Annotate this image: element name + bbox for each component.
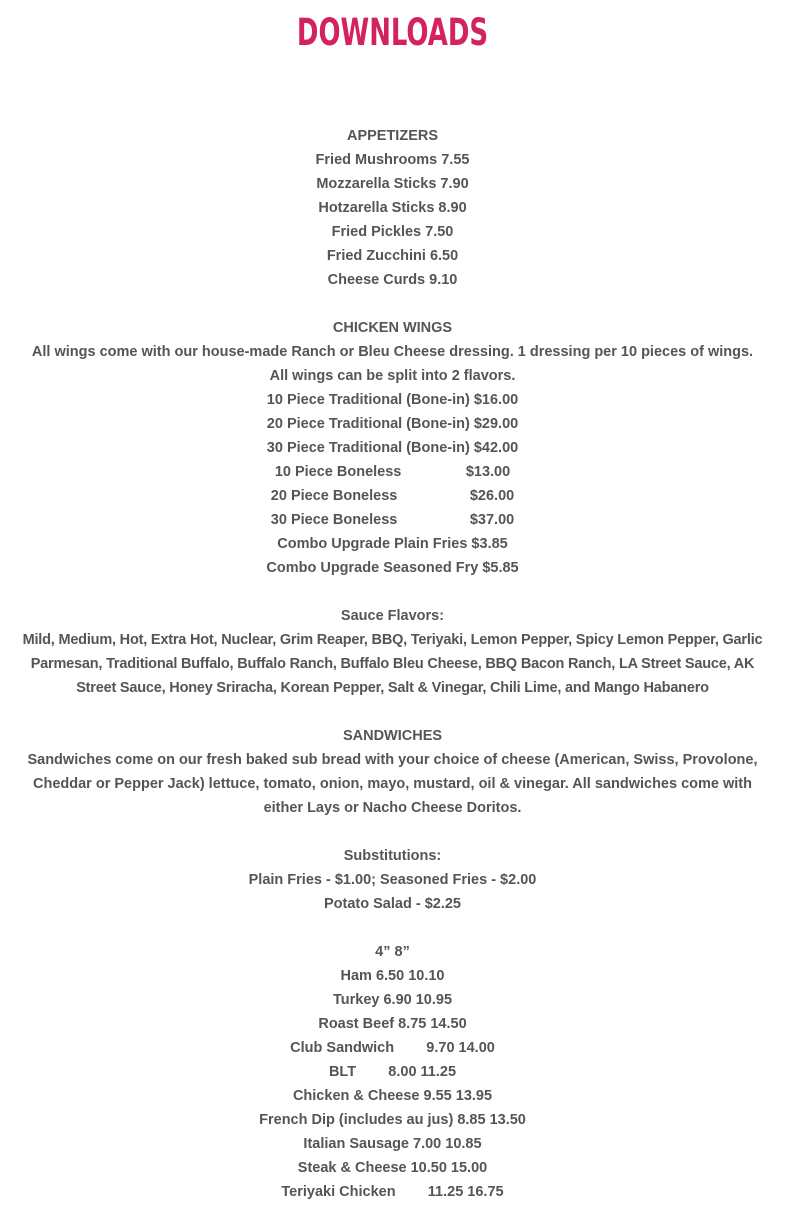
appetizer-item: Cheese Curds 9.10 [327,272,458,288]
wings-item: 20 Piece Traditional (Bone-in) $29.00 [266,416,519,432]
sandwich-item: BLT 8.00 11.25 [328,1064,457,1080]
appetizer-item: Fried Zucchini 6.50 [326,248,459,264]
wings-heading: CHICKEN WINGS [332,320,453,336]
sandwich-item: Chicken & Cheese 9.55 13.95 [292,1088,493,1104]
appetizers-heading: APPETIZERS [346,128,439,144]
appetizer-item: Mozzarella Sticks 7.90 [316,176,469,192]
menu-content [22,124,763,1204]
appetizer-item: Hotzarella Sticks 8.90 [318,200,467,216]
sandwich-item: Club Sandwich 9.70 14.00 [290,1040,495,1056]
substitution-item: Potato Salad - $2.25 [324,896,461,912]
sandwiches-description: Sandwiches come on our fresh baked sub bread with your choice of cheese (American, Swiss, Provolone, Cheddar or Pepper Jack) lettuce, tomato, onion, mayo, mustard, oil & vinegar. All sandwiches come with either Lays or Nacho Cheese Doritos. [27,752,758,816]
wings-description: All wings come with our house-made Ranch or Bleu Cheese dressing. 1 dressing per 10 pieces of wings. All wings can be split into 2 flavors. [31,344,754,384]
sandwich-item: Ham 6.50 10.10 [340,968,445,984]
wings-item: 10 Piece Traditional (Bone-in) $16.00 [266,392,519,408]
sandwich-item: Roast Beef 8.75 14.50 [318,1016,467,1032]
page-title: DOWNLOADS [296,11,489,54]
wings-item: Combo Upgrade Plain Fries $3.85 [277,536,508,552]
spacer [22,820,763,844]
wings-item: 10 Piece Boneless $13.00 [274,464,511,480]
sandwich-item: Teriyaki Chicken 11.25 16.75 [281,1184,504,1200]
sandwiches-heading: SANDWICHES [342,728,443,744]
spacer [22,700,763,724]
wings-item: 20 Piece Boneless $26.00 [270,488,515,504]
wings-item: 30 Piece Traditional (Bone-in) $42.00 [266,440,519,456]
spacer [22,580,763,604]
substitution-item: Plain Fries - $1.00; Seasoned Fries - $2.00 [248,872,537,888]
spacer [22,916,763,940]
sandwich-item: Turkey 6.90 10.95 [332,992,453,1008]
sandwich-item: Italian Sausage 7.00 10.85 [303,1136,482,1152]
sandwich-item: Steak & Cheese 10.50 15.00 [297,1160,488,1176]
appetizer-item: Fried Mushrooms 7.55 [315,152,470,168]
wings-item: 30 Piece Boneless $37.00 [270,512,515,528]
appetizer-item: Fried Pickles 7.50 [331,224,454,240]
sauces-list: Mild, Medium, Hot, Extra Hot, Nuclear, Grim Reaper, BBQ, Teriyaki, Lemon Pepper, Spicy Lemon Pepper, Garlic Parmesan, Traditional Buffalo, Buffalo Ranch, Buffalo Bleu Cheese, BBQ Bacon Ranch, LA Street Sauce, AK Street Sauce, Honey Sriracha, Korean Pepper, Salt & Vinegar, Chili Lime, and Mango Habanero [22,632,763,696]
spacer [22,292,763,316]
sandwich-item: French Dip (includes au jus) 8.85 13.50 [259,1112,526,1128]
wings-item: Combo Upgrade Seasoned Fry $5.85 [266,560,519,576]
sauces-heading: Sauce Flavors: [340,608,445,624]
sizes-header: 4” 8” [375,944,410,960]
substitutions-heading: Substitutions: [343,848,442,864]
